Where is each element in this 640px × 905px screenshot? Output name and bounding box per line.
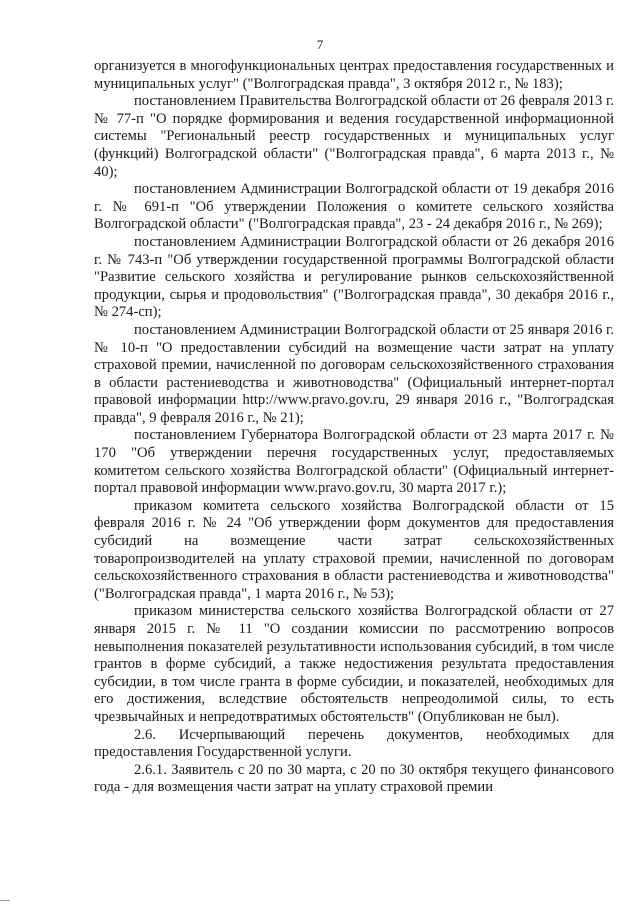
paragraph-decree-170: постановлением Губернатора Волгоградской области от 23 марта 2017 г. № 170 "Об утверждении перечня государственных услуг, предоставляемых комитетом сельского хозяйства Волгоградской области" (Официальный интернет-портал правовой информации www.pravo.gov.ru, 30 марта 2017 г.);	[94, 427, 614, 497]
paragraph-order-24: приказом комитета сельского хозяйства Волгоградской области от 15 февраля 2016 г. № 24 "Об утверждении форм документов для предоставления субсидий на возмещение части затрат сельскохозяйственных товаропроизводителей на уплату страховой премии, начисленной по договорам сельскохозяйственного страхования в области растениеводства и животноводства" ("Волгоградская правда", 1 марта 2016 г., № 53);	[94, 497, 614, 602]
paragraph-decree-10p: постановлением Администрации Волгоградской области от 25 января 2016 г. № 10-п "О предоставлении субсидий на возмещение части затрат на уплату страховой премии, начисленной по договорам сельскохозяйственного страхования в области растениеводства и животноводства" (Официальный интернет-портал правовой информации http://www.pravo.gov.ru, 29 января 2016 г., "Волгоградская правда", 9 февраля 2016 г., № 21);	[94, 321, 614, 426]
paragraph-decree-77p: постановлением Правительства Волгоградской области от 26 февраля 2013 г. № 77-п "О порядке формирования и ведения государственной информационной системы "Региональный реестр государственных и муниципальных услуг (функций) Волгоградской области" ("Волгоградская правда", 6 марта 2013 г., № 40);	[94, 93, 614, 180]
section-2-6-1: 2.6.1. Заявитель с 20 по 30 марта, с 20 по 30 октября текущего финансового года - для возмещения части затрат на уплату страховой премии	[94, 761, 614, 796]
section-2-6: 2.6. Исчерпывающий перечень документов, необходимых для предоставления Государственной услуги.	[94, 726, 614, 761]
document-body	[94, 58, 614, 797]
scan-edge-mark	[0, 900, 10, 901]
page-number: 7	[316, 37, 324, 52]
paragraph-decree-691p: постановлением Администрации Волгоградской области от 19 декабря 2016 г. № 691-п "Об утверждении Положения о комитете сельского хозяйства Волгоградской области" ("Волгоградская правда", 23 - 24 декабря 2016 г., № 269);	[94, 181, 614, 233]
paragraph-continuation: организуется в многофункциональных центрах предоставления государственных и муниципальных услуг" ("Волгоградская правда", 3 октября 2012 г., № 183);	[94, 58, 614, 92]
paragraph-decree-743p: постановлением Администрации Волгоградской области от 26 декабря 2016 г. № 743-п "Об утверждении государственной программы Волгоградской области "Развитие сельского хозяйства и регулирование рынков сельскохозяйственной продукции, сырья и продовольствия" ("Волгоградская правда", 30 декабря 2016 г., № 274-сп);	[94, 233, 614, 321]
paragraph-order-11: приказом министерства сельского хозяйства Волгоградской области от 27 января 2015 г. № 11 "О создании комиссии по рассмотрению вопросов невыполнения показателей результативности использования субсидий, в том числе грантов в форме субсидий, а также недостижения результата предоставления субсидии, в том числе гранта в форме субсидии, и показателей, необходимых для его достижения, вследствие обстоятельств непреодолимой силы, то есть чрезвычайных и непредотвратимых обстоятельств" (Опубликован не был).	[94, 603, 614, 725]
